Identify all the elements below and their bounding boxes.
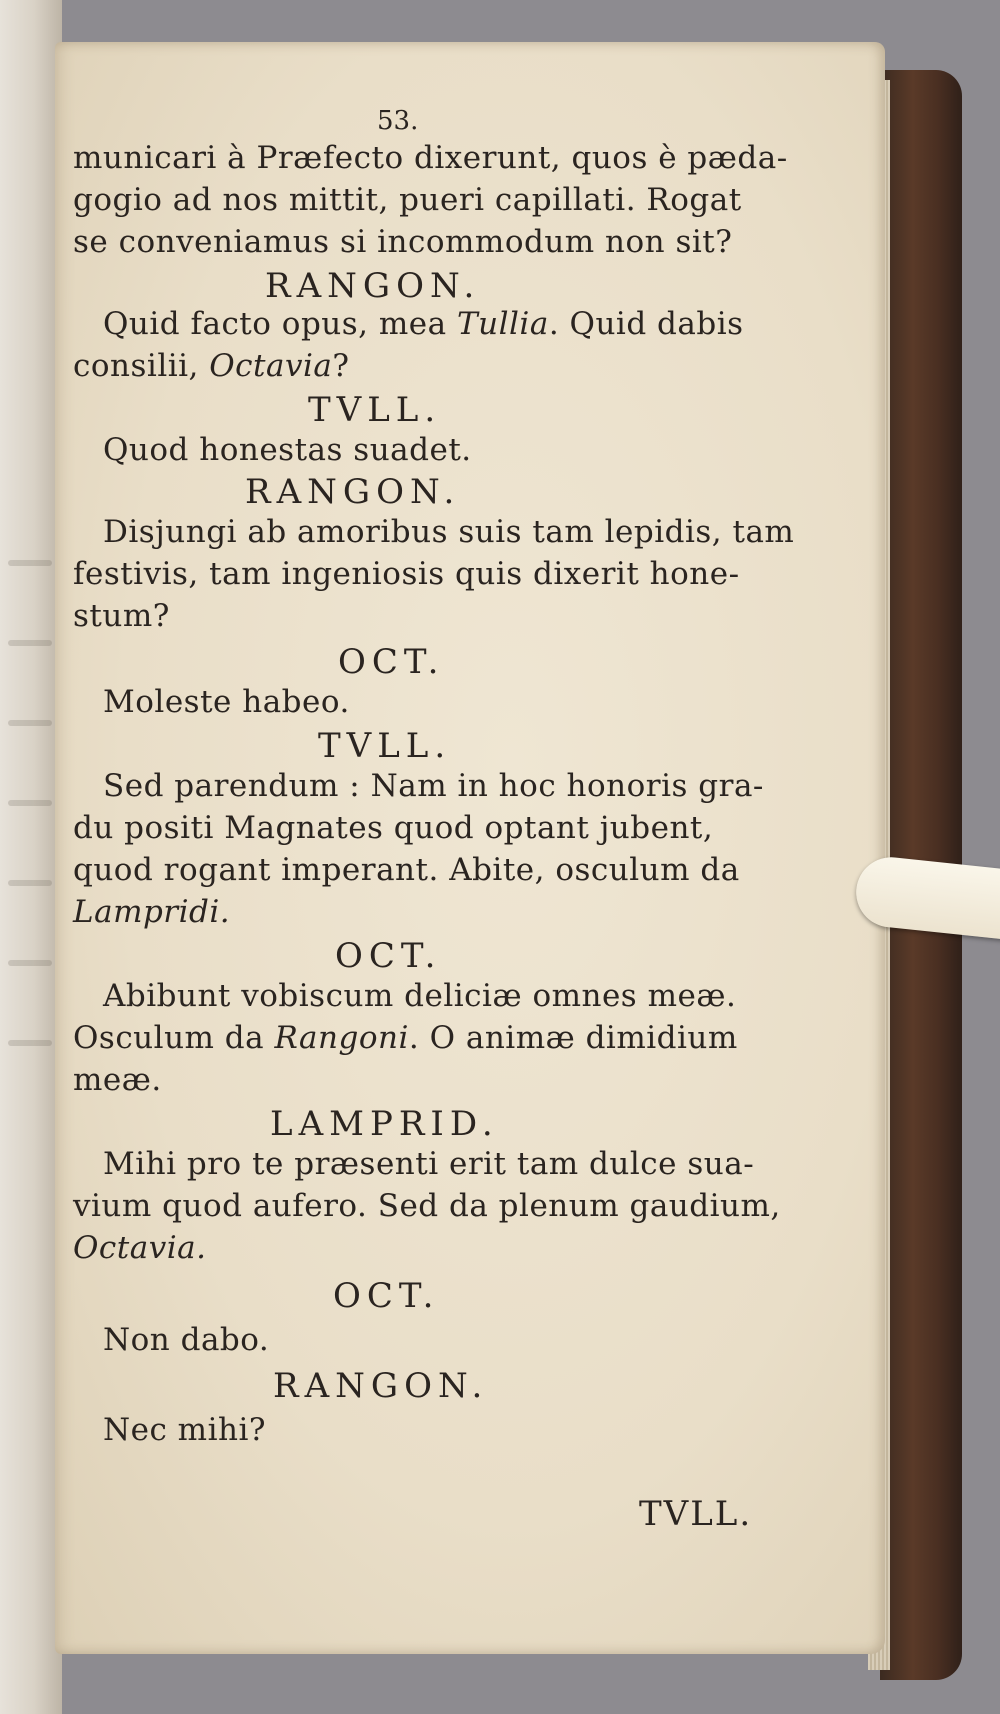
text-line: Nec mihi?: [103, 1412, 266, 1448]
catchword: TVLL.: [639, 1494, 753, 1534]
speaker-heading: OCT.: [335, 936, 442, 976]
text-line: Moleste habeo.: [103, 684, 350, 720]
speaker-heading: OCT.: [333, 1276, 440, 1316]
text-line: gogio ad nos mittit, pueri capillati. Rogat: [73, 182, 742, 218]
text-line: Osculum da Rangoni. O animæ dimidium: [73, 1020, 738, 1056]
text-line: municari à Præfecto dixerunt, quos è pæda-: [73, 140, 788, 176]
book-page: [55, 42, 885, 1654]
text-line: se conveniamus si incommodum non sit?: [73, 224, 733, 260]
text-line: stum?: [73, 598, 170, 634]
text-line: Octavia.: [73, 1230, 207, 1266]
speaker-heading: TVLL.: [318, 726, 452, 766]
text-line: Non dabo.: [103, 1322, 270, 1358]
speaker-heading: TVLL.: [308, 390, 442, 430]
speaker-heading: LAMPRID.: [270, 1104, 499, 1144]
text-line: festivis, tam ingeniosis quis dixerit hone-: [73, 556, 740, 592]
text-line: Disjungi ab amoribus suis tam lepidis, tam: [103, 514, 795, 550]
text-line: quod rogant imperant. Abite, osculum da: [73, 852, 740, 888]
text-line: du positi Magnates quod optant jubent,: [73, 810, 714, 846]
facing-page-edge: [0, 0, 62, 1714]
speaker-heading: RANGON.: [265, 266, 481, 306]
text-line: Sed parendum : Nam in hoc honoris gra-: [103, 768, 764, 804]
text-line: Mihi pro te præsenti erit tam dulce sua-: [103, 1146, 755, 1182]
page-number: 53.: [377, 106, 419, 136]
speaker-heading: RANGON.: [273, 1366, 489, 1406]
text-line: meæ.: [73, 1062, 162, 1098]
speaker-heading: OCT.: [338, 642, 445, 682]
page-text: [55, 42, 885, 1654]
text-line: Quod honestas suadet.: [103, 432, 472, 468]
text-line: vium quod aufero. Sed da plenum gaudium,: [73, 1188, 781, 1224]
text-line: Lampridi.: [73, 894, 231, 930]
text-line: Abibunt vobiscum deliciæ omnes meæ.: [103, 978, 737, 1014]
text-line: Quid facto opus, mea Tullia. Quid dabis: [103, 306, 744, 342]
text-line: consilii, Octavia?: [73, 348, 350, 384]
speaker-heading: RANGON.: [245, 472, 461, 512]
